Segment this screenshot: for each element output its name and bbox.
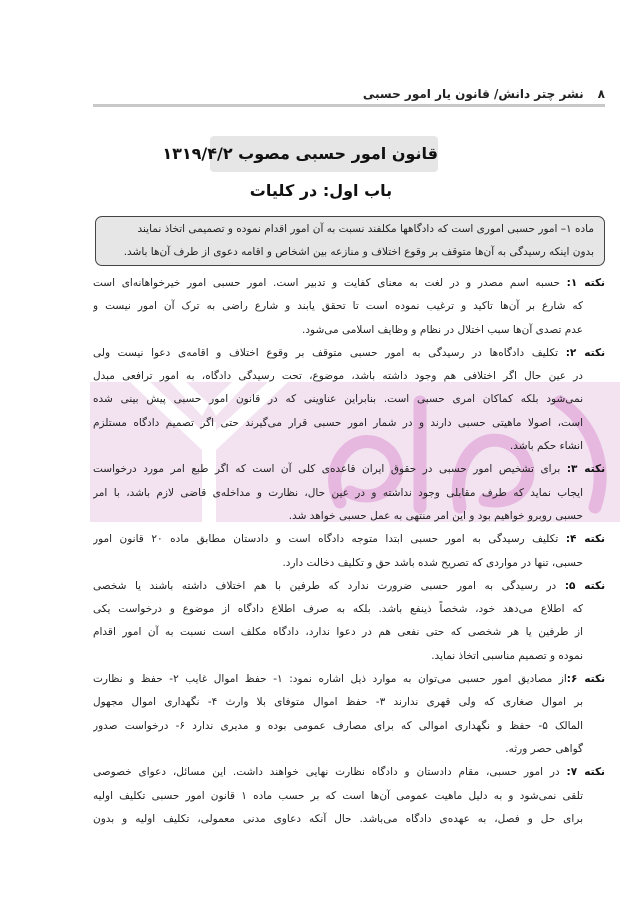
note-text: گواهی حصر ورثه.	[505, 742, 583, 755]
note-text: است، اصولا ماهیتی حسبی دارند و در شمار امور حسبی قرار می‌گیرند حتی اگر تصمیم دادگاه مستلزم	[93, 416, 583, 429]
note-text: نمی‌شود بلکه کماکان امری حسبی است. بنابراین عناوینی که در قانون امور حسبی پیش بینی شده	[93, 393, 583, 406]
note-1	[93, 272, 605, 342]
note-text: که شارع بر آن‌ها تاکید و ترغیب نموده است تا تحقق یابند و شارع راضی به ترک آن امور نیست و	[93, 300, 583, 313]
note-text: در رسیدگی به امور حسبی ضرورت ندارد که طرفین با هم اختلاف داشته باشند یا شخصی	[93, 579, 557, 592]
note-text: که اطلاع می‌دهد خود، شخصاً ذینفع باشد. بلکه به صرف اطلاع دادگاه از موضوع و درخواست یکی	[93, 603, 583, 616]
note-text: برای حل و فصل، به عهده‌ی دادگاه می‌باشد. حال آنکه دعاوی مدنی معمولی، تکلیف اولیه و بدون	[93, 812, 583, 825]
note-text: در عین حال اگر اختلافی هم وجود داشته باشد، موضوع، تحت رسیدگی دادگاه، به امور ترافعی مبدل	[93, 370, 583, 383]
running-title: نشر چتر دانش/ قانون یار امور حسبی	[362, 87, 584, 101]
notes-section	[93, 272, 605, 831]
note-text: تکلیف دادگاه‌ها در رسیدگی به امور حسبی متوقف بر وقوع اختلاف و اقامه‌ی دعوا نیست ولی	[93, 346, 559, 359]
note-text: المالک ۵- حفظ و نگهداری اموالی که برای مصارف عمومی بوده و مدیری ندارد ۶- درخواست صدور	[93, 719, 583, 732]
note-text: حسبه اسم مصدر و در لغت به معنای کفایت و تدبیر است. امور حسبی امور خیرخواهانه‌ای است	[93, 277, 560, 289]
chapter-title: باب اول: در کلیات	[249, 181, 393, 200]
note-7	[93, 761, 605, 831]
note-3	[93, 458, 605, 528]
article-line: ماده ۱– امور حسبی اموری است که دادگاهها مکلفند نسبت به آن امور اقدام نموده و تصمیمی اتخاذ نمایند	[137, 223, 594, 235]
article-1-box	[95, 216, 605, 266]
law-title: قانون امور حسبی مصوب ۱۳۱۹/۴/۲	[210, 136, 438, 172]
header-divider	[93, 104, 605, 107]
note-label: نکته ۶:	[566, 673, 605, 686]
note-text: ایجاب نماید که طرف مقابلی وجود نداشته و در عین حال، نظارت و مداخله‌ی قاضی لازم باشد، با امر	[93, 486, 583, 499]
note-text: حسبی، تنها در مواردی که تصریح شده باشد حق و تکلیف دخالت دارد.	[282, 556, 583, 569]
note-label: نکته ۷:	[566, 766, 605, 779]
note-label: نکته ۳:	[566, 463, 605, 476]
running-header	[93, 84, 605, 104]
note-text: انشاء حکم باشد.	[509, 440, 583, 453]
note-text: بر اموال صغاری که ولی قهری ندارند ۳- حفظ اموال متوفای بلا وارث ۴- نگهداری اموال مجهول	[93, 696, 583, 709]
note-text: عدم تصدی آن‌ها سبب اختلال در نظام و وظایف اسلامی می‌شود.	[302, 323, 583, 336]
note-text: حسبی روبرو خواهیم بود و این امر منتهی به عمل حسبی خواهد شد.	[288, 509, 583, 522]
note-text: تلقی نمی‌شود و به دلیل ماهیت عمومی آن‌ها است که بر حسب ماده ۱ قانون امور حسبی تکلیف اولیه	[93, 789, 583, 802]
note-5	[93, 575, 605, 668]
note-label: نکته ۵:	[564, 579, 605, 592]
page-number: ۸	[597, 87, 605, 101]
note-label: نکته ۴:	[565, 533, 605, 546]
note-text: تکلیف رسیدگی به امور حسبی ابتدا متوجه دادگاه است و دادستان مطابق ماده ۲۰ قانون امور	[93, 533, 559, 546]
note-text: در امور حسبی، مقام دادستان و دادگاه نظارت نهایی خواهند داشت. این مسائل، دعوای خصوصی	[93, 766, 560, 779]
note-6	[93, 668, 605, 761]
note-text: برای تشخیص امور حسبی در حقوق ایران قاعده‌ی کلی آن است که اگر طبع امر مورد درخواست	[93, 463, 561, 476]
article-line: بدون اینکه رسیدگی به آن‌ها متوقف بر وقوع اختلاف و منازعه بین اشخاص و اقامه دعوی از طرف آن‌ها باشد.	[123, 246, 594, 258]
note-text: نموده و تصمیم مناسبی اتخاذ نماید.	[431, 649, 583, 662]
note-text: از طرفین یا هر شخصی که حتی نفعی هم در دعوا ندارد، دادگاه مکلف است نسبت به آن امور اقدام	[93, 626, 583, 639]
note-label: نکته ۲:	[565, 346, 605, 359]
note-text: از مصادیق امور حسبی می‌توان به موارد ذیل اشاره نمود: ۱- حفظ اموال غایب ۲- حفظ و نظارت	[93, 673, 567, 686]
note-label: نکته ۱:	[566, 277, 605, 289]
note-2	[93, 342, 605, 458]
note-4	[93, 528, 605, 575]
